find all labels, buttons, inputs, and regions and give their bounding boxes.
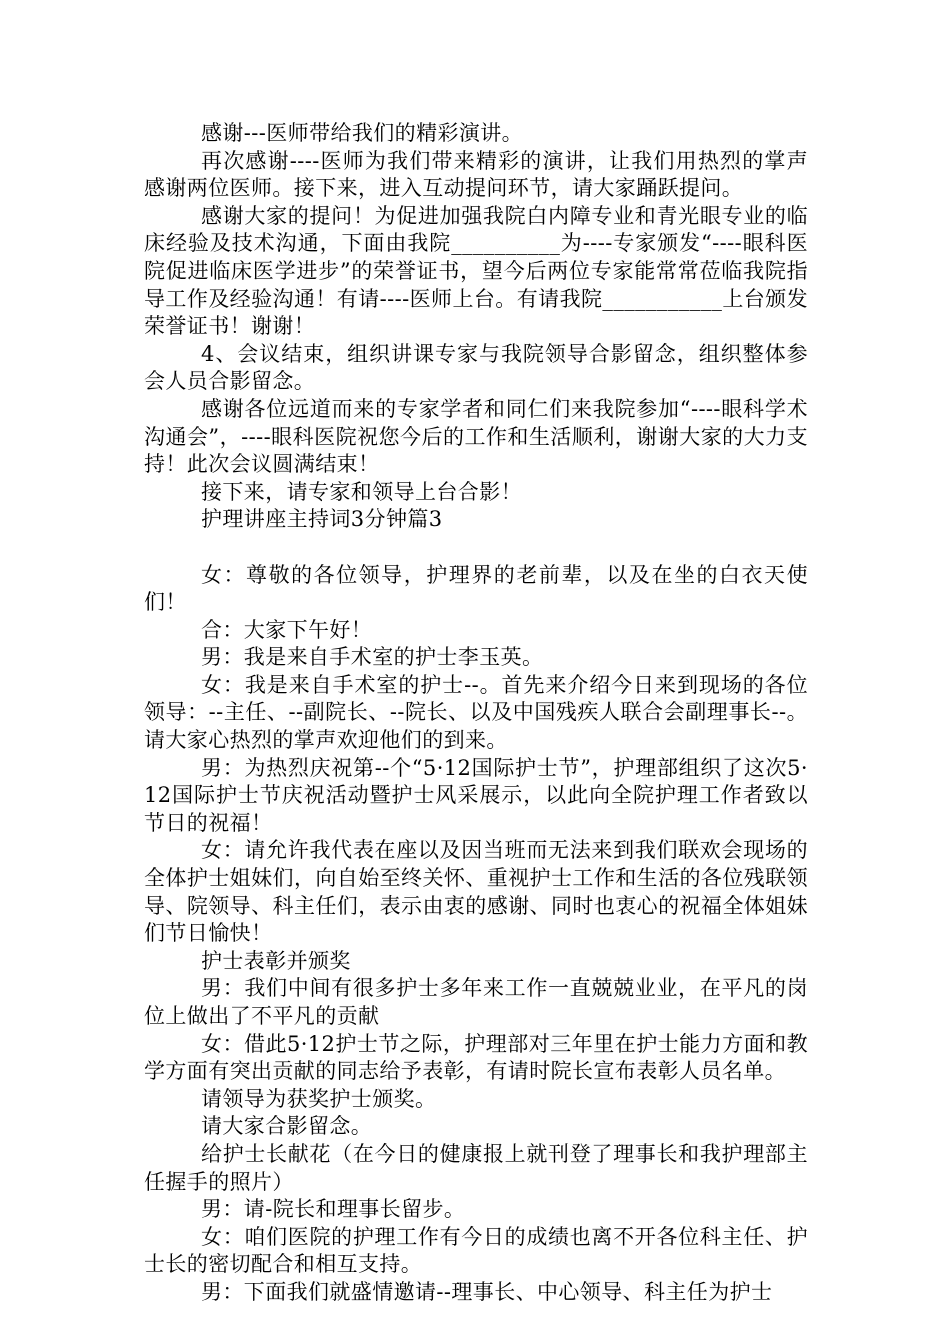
paragraph: 女：借此5·12护士节之际，护理部对三年里在护士能力方面和教学方面有突出贡献的同志给予表彰，有请时院长宣布表彰人员名单。 bbox=[144, 1031, 808, 1084]
document-page bbox=[144, 120, 808, 1307]
paragraph: 感谢各位远道而来的专家学者和同仁们来我院参加“----眼科学术沟通会”，----眼科医院祝您今后的工作和生活顺利，谢谢大家的大力支持！此次会议圆满结束！ bbox=[144, 396, 808, 477]
paragraph: 感谢大家的提问！为促进加强我院白内障专业和青光眼专业的临床经验及技术沟通，下面由我院__________为----专家颁发“----眼科医院促进临床医学进步”的荣誉证书，望今后两位专家能常常莅临我院指导工作及经验沟通！有请----医师上台。有请我院___________上台颁发荣誉证书！谢谢！ bbox=[144, 203, 808, 339]
section-heading: 护理讲座主持词3分钟篇3 bbox=[201, 507, 443, 532]
paragraph: 女：我是来自手术室的护士--。首先来介绍今日来到现场的各位领导：--主任、--副院长、--院长、以及中国残疾人联合会副理事长--。请大家心热烈的掌声欢迎他们的到来。 bbox=[144, 672, 808, 753]
paragraph: 再次感谢----医师为我们带来精彩的演讲，让我们用热烈的掌声感谢两位医师。接下来，进入互动提问环节，请大家踊跃提问。 bbox=[144, 148, 808, 201]
paragraph: 女：咱们医院的护理工作有今日的成绩也离不开各位科主任、护士长的密切配合和相互支持。 bbox=[144, 1224, 808, 1277]
paragraph: 男：请-院长和理事长留步。 bbox=[201, 1197, 466, 1222]
paragraph: 护士表彰并颁奖 bbox=[201, 948, 351, 973]
paragraph: 合：大家下午好！ bbox=[201, 617, 373, 642]
blank-line bbox=[144, 534, 808, 562]
paragraph: 请领导为获奖护士颁奖。 bbox=[201, 1086, 437, 1111]
paragraph: 4、会议结束，组织讲课专家与我院领导合影留念，组织整体参会人员合影留念。 bbox=[144, 341, 808, 394]
paragraph: 感谢---医师带给我们的精彩演讲。 bbox=[201, 121, 524, 145]
paragraph: 请大家合影留念。 bbox=[201, 1114, 373, 1139]
paragraph: 女：尊敬的各位领导，护理界的老前辈，以及在坐的白衣天使们！ bbox=[144, 562, 808, 615]
paragraph: 男：我们中间有很多护士多年来工作一直兢兢业业，在平凡的岗位上做出了不平凡的贡献 bbox=[144, 976, 808, 1028]
paragraph: 男：我是来自手术室的护士李玉英。 bbox=[201, 645, 544, 670]
paragraph: 接下来，请专家和领导上台合影！ bbox=[201, 479, 522, 504]
paragraph: 给护士长献花（在今日的健康报上就刊登了理事长和我护理部主任握手的照片） bbox=[144, 1141, 808, 1194]
paragraph: 男：为热烈庆祝第--个“5·12国际护士节”，护理部组织了这次5·12国际护士节庆祝活动暨护士风采展示，以此向全院护理工作者致以节日的祝福！ bbox=[144, 755, 808, 835]
paragraph: 男：下面我们就盛情邀请--理事长、中心领导、科主任为护士 bbox=[201, 1279, 773, 1304]
paragraph: 女：请允许我代表在座以及因当班而无法来到我们联欢会现场的全体护士姐妹们，向自始至终关怀、重视护士工作和生活的各位残联领导、院领导、科主任们，表示由衷的感谢、同时也衷心的祝福全体姐妹们节日愉快！ bbox=[144, 838, 808, 946]
